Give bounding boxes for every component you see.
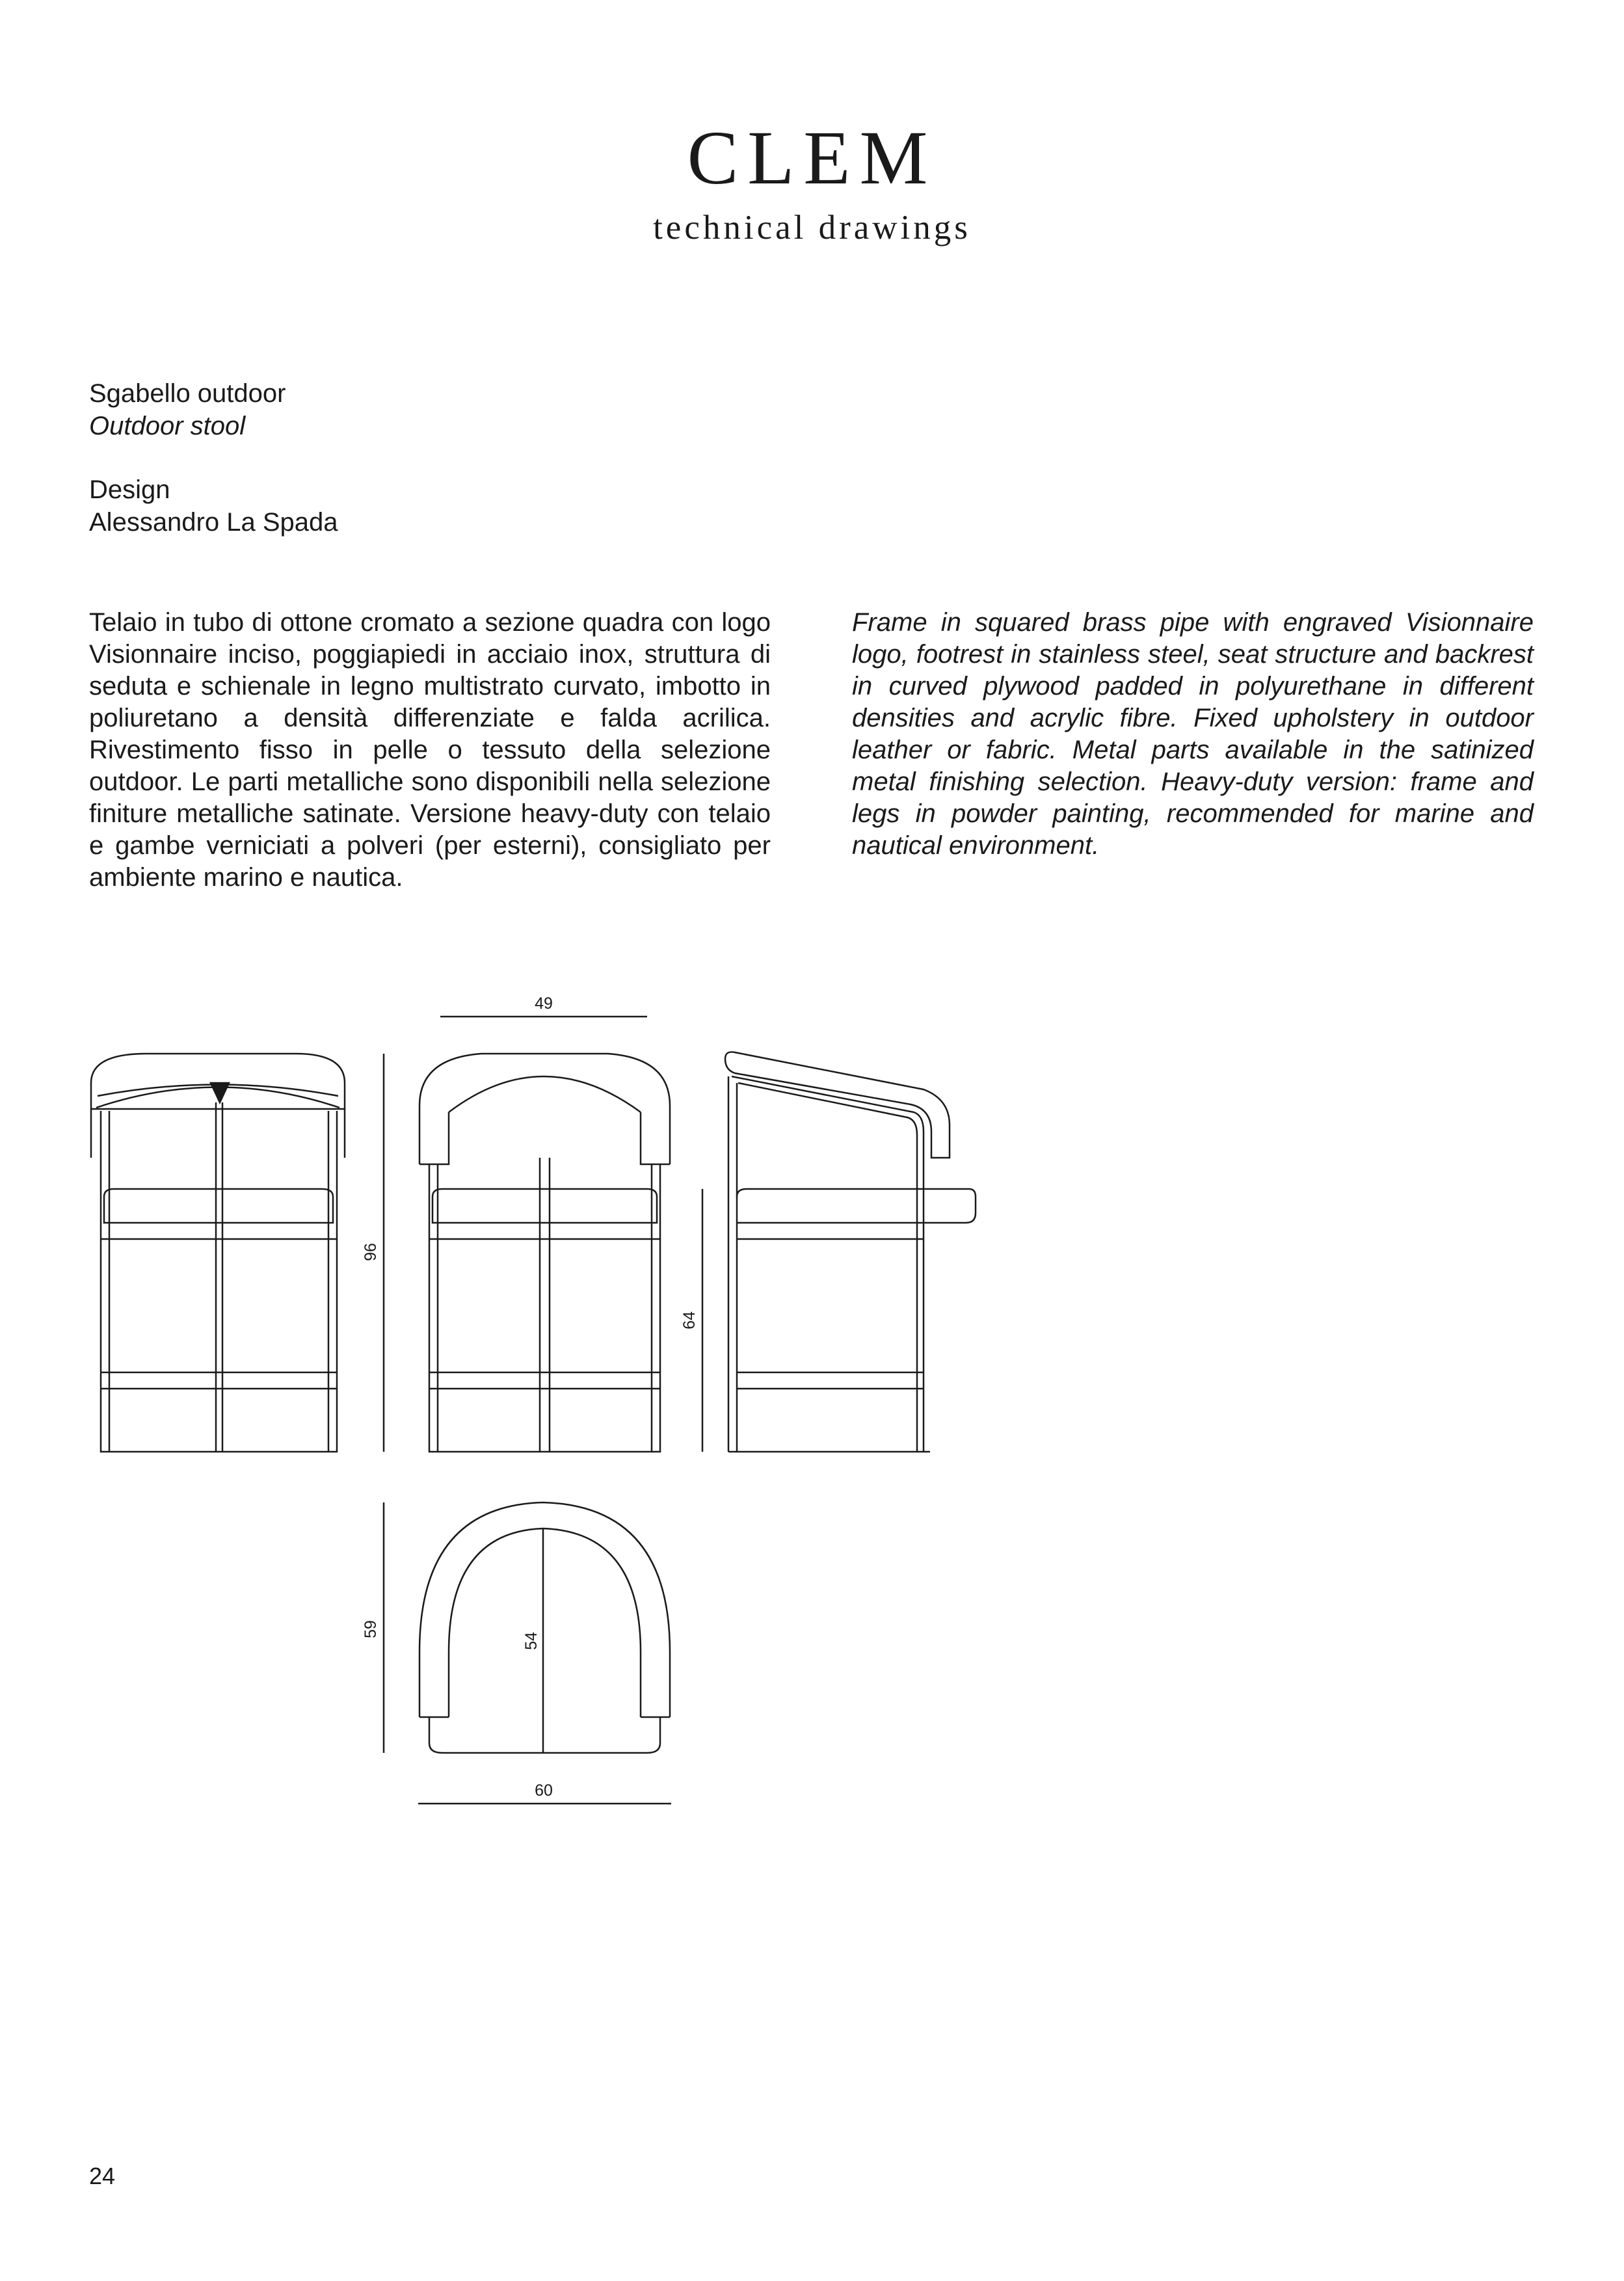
page-title: CLEM [687, 115, 937, 200]
back-view-drawing [91, 1054, 345, 1452]
dimension-width: 49 [535, 994, 553, 1013]
dimension-depth: 59 [362, 1620, 380, 1638]
front-view-drawing [419, 1054, 670, 1452]
dimension-seat-depth: 54 [522, 1632, 540, 1650]
dimension-seat-height: 64 [680, 1311, 699, 1329]
dimension-height: 96 [362, 1243, 380, 1261]
side-view-drawing [725, 1052, 976, 1452]
page-number: 24 [89, 2163, 116, 2189]
product-name-en: Outdoor stool [89, 412, 246, 440]
product-name-it: Sgabello outdoor [89, 379, 286, 408]
page-subtitle: technical drawings [653, 209, 971, 247]
description-english: Frame in squared brass pipe with engraved Visionnaire logo, footrest in stainless steel, seat structure and backrest in curved plywood padded in polyurethane in different densities and acrylic fibre. Fixed upholstery in outdoor leather or fabric. Metal parts available in the satinized metal finishing selection. Heavy-duty version: frame and legs in powder painting, recommended for marine and nautical environment. [852, 608, 1534, 860]
description-italian: Telaio in tubo di ottone cromato a sezione quadra con logo Visionnaire inciso, poggiapiedi in acciaio inox, struttura di seduta e schienale in legno multistrato curvato, imbotto in poliuretano a densità differenziate e falda acrilica. Rivestimento fisso in pelle o tessuto della selezione outdoor. Le parti metalliche sono disponibili nella selezione finiture metalliche satinate. Versione heavy-duty con telaio e gambe verniciati a polveri (per esterni), consigliato per ambiente marino e nautica. [89, 608, 771, 892]
designer-name: Alessandro La Spada [89, 508, 338, 537]
design-label: Design [89, 475, 170, 504]
dimension-overall-width: 60 [535, 1781, 553, 1800]
top-view-drawing [419, 1502, 670, 1753]
